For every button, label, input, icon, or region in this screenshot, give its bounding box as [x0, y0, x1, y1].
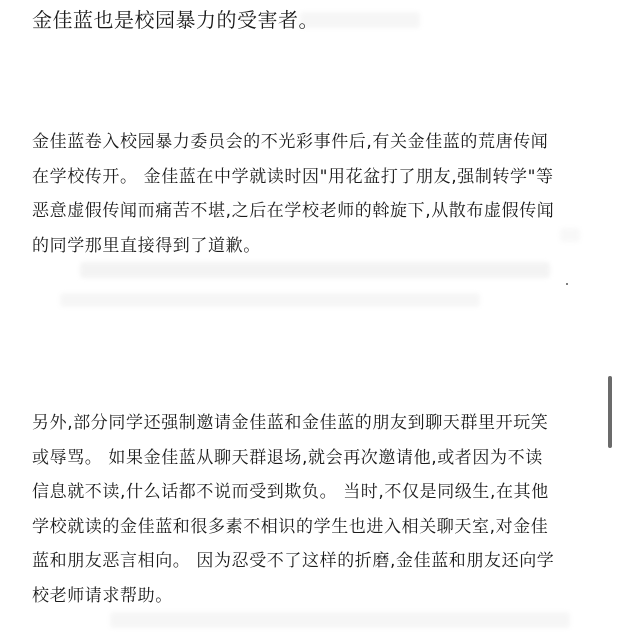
paragraph-line: 校老师请求帮助。 — [32, 585, 173, 606]
paragraph-2 — [32, 406, 592, 614]
paragraph-line: 在学校传开。 金佳蓝在中学就读时因"用花盆打了朋友,强制转学"等 — [32, 166, 554, 187]
stray-dot — [566, 283, 568, 285]
paragraph-line: 金佳蓝卷入校园暴力委员会的不光彩事件后,有关金佳蓝的荒唐传闻 — [32, 132, 549, 152]
paragraph-line: 学校就读的金佳蓝和很多素不相识的学生也进入相关聊天室,对金佳 — [32, 516, 549, 537]
paragraph-1 — [32, 125, 592, 263]
bleed-through-text — [60, 293, 480, 307]
paragraph-line: 或辱骂。 如果金佳蓝从聊天群退场,就会再次邀请他,或者因为不读 — [32, 447, 543, 468]
bleed-through-text — [80, 262, 550, 278]
paragraph-line: 蓝和朋友恶言相向。 因为忍受不了这样的折磨,金佳蓝和朋友还向学 — [32, 551, 555, 572]
article-heading: 金佳蓝也是校园暴力的受害者。 — [32, 8, 319, 32]
paragraph-line: 信息就不读,什么话都不说而受到欺负。 当时,不仅是同级生,在其他 — [32, 482, 549, 503]
bleed-through-text — [110, 612, 570, 628]
paragraph-line: 恶意虚假传闻而痛苦不堪,之后在学校老师的斡旋下,从散布虚假传闻 — [32, 201, 555, 222]
paragraph-line: 的同学那里直接得到了道歉。 — [32, 235, 261, 256]
scrollbar-thumb[interactable] — [608, 376, 612, 448]
paragraph-line: 另外,部分同学还强制邀请金佳蓝和金佳蓝的朋友到聊天群里开玩笑 — [32, 413, 549, 433]
